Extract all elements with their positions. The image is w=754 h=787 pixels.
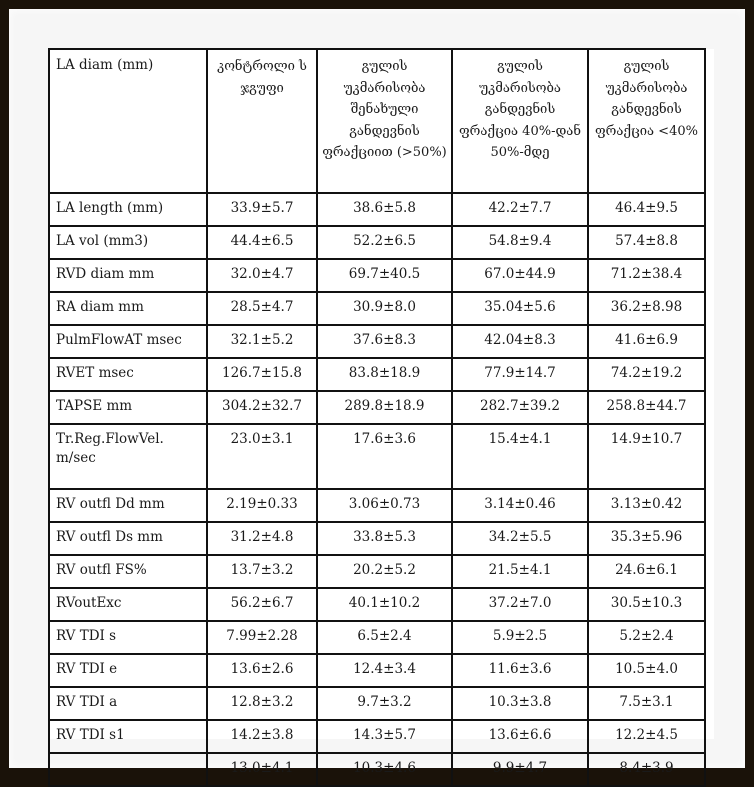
table-cell: 52.2±6.5	[317, 226, 452, 259]
table-cell: 10.3±4.6	[317, 753, 452, 786]
row-label: RV TDI s1	[49, 720, 207, 753]
table-cell: 35.3±5.96	[588, 522, 705, 555]
table-cell: 74.2±19.2	[588, 358, 705, 391]
table-cell: 57.4±8.8	[588, 226, 705, 259]
row-label: RVET msec	[49, 358, 207, 391]
table-row	[49, 687, 705, 720]
table-cell: 13.6±2.6	[207, 654, 317, 687]
table-cell: 12.2±4.5	[588, 720, 705, 753]
table-cell: 5.2±2.4	[588, 621, 705, 654]
header-cell-control: კონტროლი ს ჯგუფი	[207, 49, 317, 193]
table-cell: 15.4±4.1	[452, 424, 588, 489]
table-cell: 14.9±10.7	[588, 424, 705, 489]
table-cell: 56.2±6.7	[207, 588, 317, 621]
table-cell: 3.13±0.42	[588, 489, 705, 522]
row-label: RV TDI s	[49, 621, 207, 654]
table-cell: 11.6±3.6	[452, 654, 588, 687]
table-cell: 20.2±5.2	[317, 555, 452, 588]
table-cell: 2.19±0.33	[207, 489, 317, 522]
table-row	[49, 193, 705, 226]
header-cell-preserved-ef: გულის უკმარისობა შენახული განდევნის ფრაქციით (>50%)	[317, 49, 452, 193]
row-label: RV outfl Ds mm	[49, 522, 207, 555]
row-label: RV outfl FS%	[49, 555, 207, 588]
table-cell: 7.5±3.1	[588, 687, 705, 720]
table-row	[49, 654, 705, 687]
table-cell: 282.7±39.2	[452, 391, 588, 424]
header-cell-mid-ef: გულის უკმარისობა განდევნის ფრაქცია 40%-დან 50%-მდე	[452, 49, 588, 193]
table-cell: 258.8±44.7	[588, 391, 705, 424]
row-label: PulmFlowAT msec	[49, 325, 207, 358]
table-cell: 8.4±3.9	[588, 753, 705, 786]
table-cell: 33.9±5.7	[207, 193, 317, 226]
table-cell: 10.5±4.0	[588, 654, 705, 687]
table-row	[49, 424, 705, 489]
table-cell: 36.2±8.98	[588, 292, 705, 325]
table-row	[49, 753, 705, 786]
table-row	[49, 292, 705, 325]
row-label: Tr.Reg.FlowVel. m/sec	[49, 424, 207, 489]
table-cell: 30.9±8.0	[317, 292, 452, 325]
table-cell: 3.14±0.46	[452, 489, 588, 522]
table-cell: 12.4±3.4	[317, 654, 452, 687]
table-row	[49, 555, 705, 588]
table-row	[49, 588, 705, 621]
table-cell: 9.9±4.7	[452, 753, 588, 786]
table-row	[49, 358, 705, 391]
table-cell: 13.6±6.6	[452, 720, 588, 753]
table-cell: 83.8±18.9	[317, 358, 452, 391]
table-cell: 34.2±5.5	[452, 522, 588, 555]
table-row	[49, 720, 705, 753]
table-row	[49, 259, 705, 292]
table-cell: 33.8±5.3	[317, 522, 452, 555]
header-row	[49, 49, 705, 193]
table-cell: 6.5±2.4	[317, 621, 452, 654]
row-label: RVD diam mm	[49, 259, 207, 292]
table-cell: 289.8±18.9	[317, 391, 452, 424]
row-label: RV TDI e	[49, 654, 207, 687]
table-row	[49, 226, 705, 259]
table-cell: 41.6±6.9	[588, 325, 705, 358]
table-row	[49, 621, 705, 654]
table-cell: 12.8±3.2	[207, 687, 317, 720]
data-table	[48, 48, 706, 787]
table-cell: 14.2±3.8	[207, 720, 317, 753]
table-row	[49, 489, 705, 522]
table-cell: 40.1±10.2	[317, 588, 452, 621]
table-cell: 13.0±4.1	[207, 753, 317, 786]
table-cell: 28.5±4.7	[207, 292, 317, 325]
row-label	[49, 753, 207, 786]
table-cell: 3.06±0.73	[317, 489, 452, 522]
table-row	[49, 325, 705, 358]
table-cell: 30.5±10.3	[588, 588, 705, 621]
row-label: RV TDI a	[49, 687, 207, 720]
table-cell: 10.3±3.8	[452, 687, 588, 720]
table-cell: 37.6±8.3	[317, 325, 452, 358]
table-cell: 46.4±9.5	[588, 193, 705, 226]
row-label: RA diam mm	[49, 292, 207, 325]
table-cell: 44.4±6.5	[207, 226, 317, 259]
table-cell: 35.04±5.6	[452, 292, 588, 325]
table-cell: 71.2±38.4	[588, 259, 705, 292]
table-cell: 42.2±7.7	[452, 193, 588, 226]
row-label: RVoutExc	[49, 588, 207, 621]
table-cell: 23.0±3.1	[207, 424, 317, 489]
table-cell: 14.3±5.7	[317, 720, 452, 753]
table-cell: 31.2±4.8	[207, 522, 317, 555]
table-cell: 77.9±14.7	[452, 358, 588, 391]
table-cell: 13.7±3.2	[207, 555, 317, 588]
table-cell: 69.7±40.5	[317, 259, 452, 292]
table-cell: 37.2±7.0	[452, 588, 588, 621]
table-cell: 7.99±2.28	[207, 621, 317, 654]
header-cell-reduced-ef: გულის უკმარისობა განდევნის ფრაქცია <40%	[588, 49, 705, 193]
table-cell: 21.5±4.1	[452, 555, 588, 588]
table-cell: 304.2±32.7	[207, 391, 317, 424]
table-cell: 126.7±15.8	[207, 358, 317, 391]
header-cell-0: LA diam (mm)	[49, 49, 207, 193]
table-row	[49, 391, 705, 424]
table-cell: 9.7±3.2	[317, 687, 452, 720]
table-cell: 42.04±8.3	[452, 325, 588, 358]
table-cell: 32.0±4.7	[207, 259, 317, 292]
table-cell: 5.9±2.5	[452, 621, 588, 654]
table-cell: 17.6±3.6	[317, 424, 452, 489]
row-label: TAPSE mm	[49, 391, 207, 424]
row-label: RV outfl Dd mm	[49, 489, 207, 522]
table-cell: 54.8±9.4	[452, 226, 588, 259]
row-label: LA vol (mm3)	[49, 226, 207, 259]
row-label: LA length (mm)	[49, 193, 207, 226]
table-cell: 24.6±6.1	[588, 555, 705, 588]
table-cell: 67.0±44.9	[452, 259, 588, 292]
table-cell: 38.6±5.8	[317, 193, 452, 226]
table-row	[49, 522, 705, 555]
table-cell: 32.1±5.2	[207, 325, 317, 358]
